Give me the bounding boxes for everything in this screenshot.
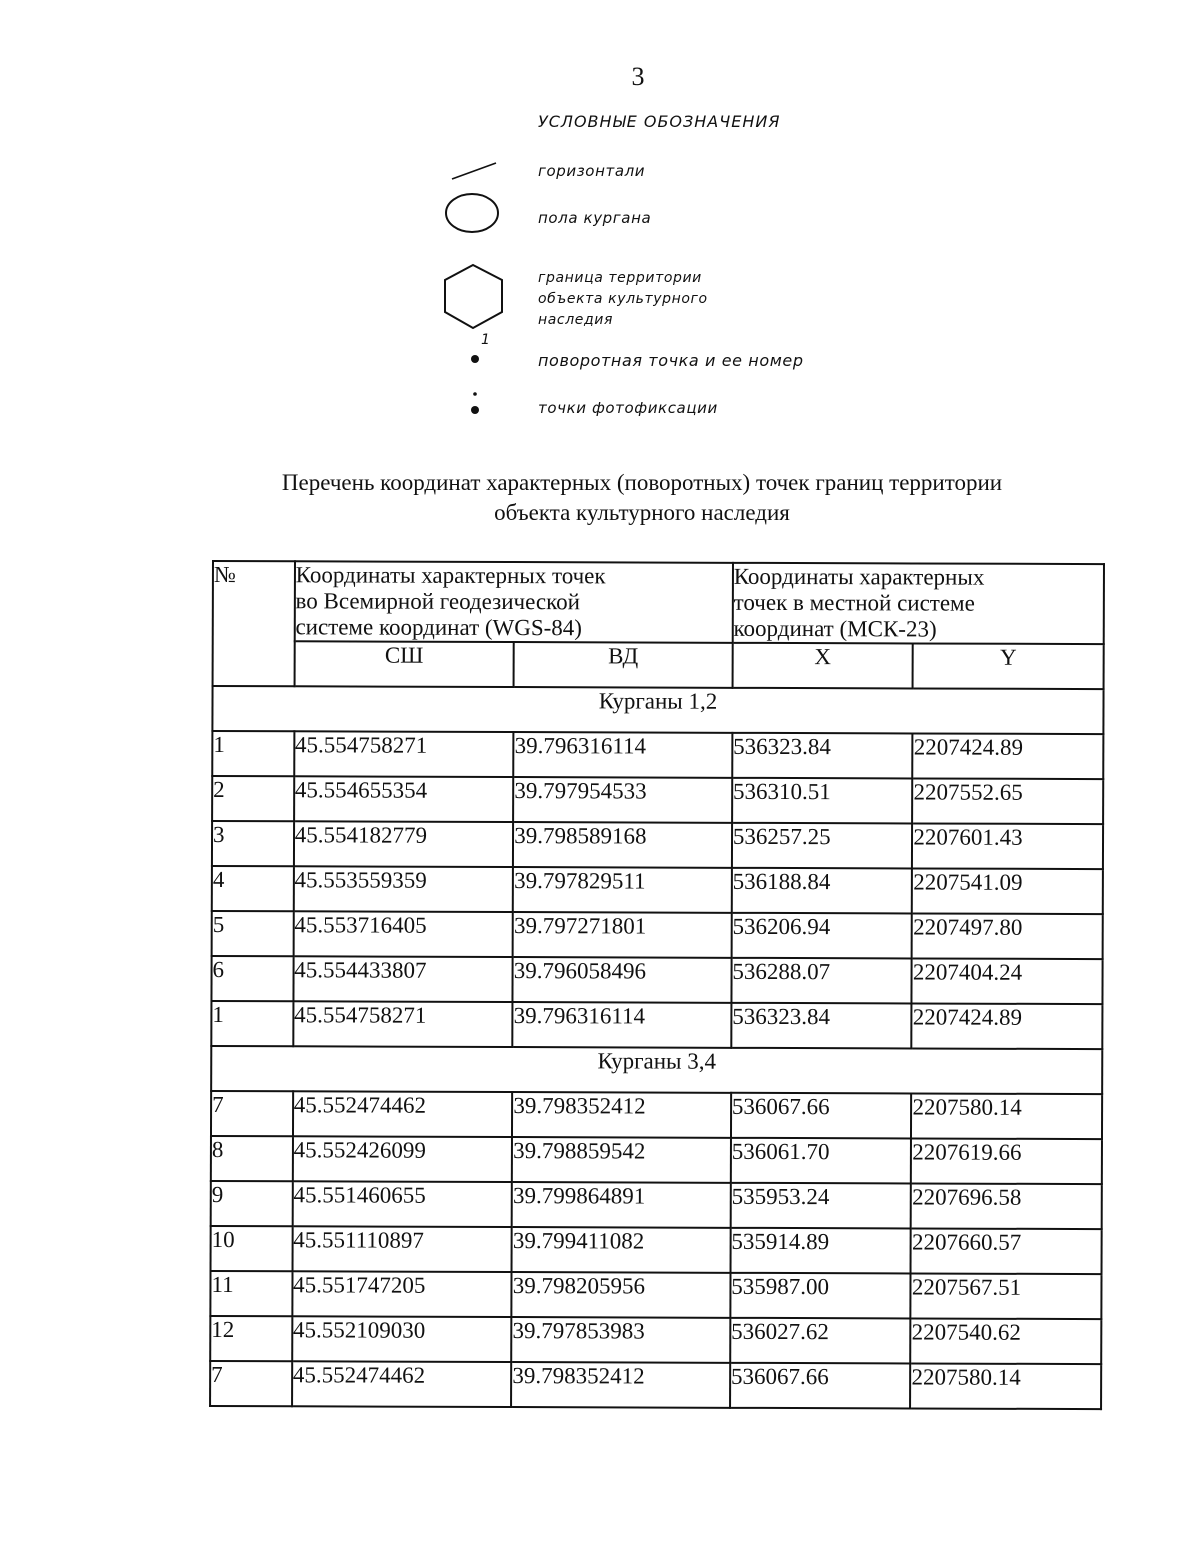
x-coordinate-cell: 536206.94 bbox=[731, 913, 912, 959]
x-coordinate-cell: 536323.84 bbox=[732, 733, 913, 779]
point-number-cell: 1 bbox=[211, 1001, 293, 1046]
caption-line-1: Перечень координат характерных (поворотных) точек границ территории bbox=[281, 470, 1003, 495]
header-wgs-line-1: Координаты характерных точек bbox=[295, 562, 606, 589]
table-row bbox=[212, 911, 1103, 959]
latitude-cell: 45.554758271 bbox=[293, 1001, 513, 1047]
point-number-cell: 2 bbox=[212, 776, 294, 821]
longitude-cell: 39.796316114 bbox=[513, 1002, 732, 1048]
x-coordinate-cell: 536067.66 bbox=[731, 1093, 912, 1139]
section-title: Курганы 1,2 bbox=[212, 686, 1103, 734]
longitude-cell: 39.797829511 bbox=[513, 867, 732, 913]
longitude-cell: 39.797853983 bbox=[511, 1317, 730, 1363]
point-number-cell: 11 bbox=[210, 1271, 292, 1316]
subheader-lon: ВД bbox=[514, 642, 733, 688]
longitude-cell: 39.798589168 bbox=[513, 822, 732, 868]
latitude-cell: 45.552474462 bbox=[293, 1091, 513, 1137]
x-coordinate-cell: 536188.84 bbox=[732, 868, 913, 914]
longitude-cell: 39.797954533 bbox=[513, 777, 732, 823]
subheader-x: X bbox=[732, 643, 913, 689]
legend-label-contours: горизонтали bbox=[538, 162, 646, 180]
section-row bbox=[211, 1046, 1102, 1094]
x-coordinate-cell: 536257.25 bbox=[732, 823, 913, 869]
header-number: № bbox=[213, 561, 295, 686]
y-coordinate-cell: 2207497.80 bbox=[912, 913, 1103, 959]
table-caption bbox=[0, 468, 1200, 528]
longitude-cell: 39.796316114 bbox=[513, 732, 732, 778]
ellipse-icon bbox=[442, 190, 502, 236]
header-wgs-line-2: во Всемирной геодезической bbox=[295, 588, 580, 615]
coordinates-table bbox=[209, 560, 1105, 1410]
table-row bbox=[211, 1181, 1102, 1229]
point-number-cell: 3 bbox=[212, 821, 294, 866]
header-msk-line-2: точек в местной системе bbox=[733, 589, 975, 616]
longitude-cell: 39.799411082 bbox=[512, 1227, 731, 1273]
header-msk bbox=[733, 563, 1104, 644]
y-coordinate-cell: 2207552.65 bbox=[912, 778, 1103, 824]
longitude-cell: 39.797271801 bbox=[513, 912, 732, 958]
table-row bbox=[211, 1001, 1102, 1049]
table-row bbox=[212, 866, 1103, 914]
table-subheader-row bbox=[213, 641, 1104, 689]
x-coordinate-cell: 535953.24 bbox=[730, 1183, 911, 1229]
latitude-cell: 45.551460655 bbox=[292, 1181, 512, 1227]
subheader-y: Y bbox=[913, 643, 1104, 689]
y-coordinate-cell: 2207580.14 bbox=[910, 1363, 1101, 1409]
longitude-cell: 39.798352412 bbox=[512, 1092, 731, 1138]
longitude-cell: 39.796058496 bbox=[513, 957, 732, 1003]
x-coordinate-cell: 536310.51 bbox=[732, 778, 913, 824]
table-row bbox=[210, 1271, 1101, 1319]
y-coordinate-cell: 2207540.62 bbox=[911, 1318, 1102, 1364]
legend-point-number: 1 bbox=[481, 332, 490, 348]
y-coordinate-cell: 2207404.24 bbox=[912, 958, 1103, 1004]
table-row bbox=[211, 956, 1102, 1004]
subheader-lat: СШ bbox=[294, 641, 514, 687]
longitude-cell: 39.798352412 bbox=[511, 1362, 730, 1408]
y-coordinate-cell: 2207601.43 bbox=[912, 823, 1103, 869]
table-row bbox=[212, 821, 1103, 869]
header-wgs bbox=[294, 561, 732, 643]
legend-label-photo-point: точки фотофиксации bbox=[538, 399, 718, 417]
y-coordinate-cell: 2207541.09 bbox=[912, 868, 1103, 914]
legend-boundary-line-3: наследия bbox=[538, 312, 613, 328]
hexagon-icon bbox=[440, 262, 506, 332]
legend-title: УСЛОВНЫЕ ОБОЗНАЧЕНИЯ bbox=[538, 112, 781, 131]
header-msk-line-3: координат (МСК-23) bbox=[733, 615, 937, 642]
section-row bbox=[212, 686, 1103, 734]
y-coordinate-cell: 2207424.89 bbox=[913, 733, 1104, 779]
table-header-row bbox=[213, 561, 1104, 644]
legend-label-mound: пола кургана bbox=[538, 209, 652, 227]
longitude-cell: 39.799864891 bbox=[512, 1182, 731, 1228]
longitude-cell: 39.798205956 bbox=[512, 1272, 731, 1318]
point-number-cell: 8 bbox=[211, 1136, 293, 1181]
table-row bbox=[211, 1226, 1102, 1274]
latitude-cell: 45.554655354 bbox=[294, 776, 514, 822]
point-number-cell: 12 bbox=[210, 1316, 292, 1361]
legend-label-turning-point: поворотная точка и ее номер bbox=[538, 351, 804, 370]
latitude-cell: 45.553559359 bbox=[293, 866, 513, 912]
table-row bbox=[211, 1136, 1102, 1184]
y-coordinate-cell: 2207567.51 bbox=[911, 1273, 1102, 1319]
x-coordinate-cell: 536067.66 bbox=[730, 1363, 911, 1409]
header-msk-line-1: Координаты характерных bbox=[733, 563, 985, 590]
y-coordinate-cell: 2207660.57 bbox=[911, 1228, 1102, 1274]
latitude-cell: 45.554433807 bbox=[293, 956, 513, 1002]
caption-line-2: объекта культурного наследия bbox=[494, 500, 790, 525]
point-number-cell: 7 bbox=[211, 1091, 293, 1136]
photo-point-icon bbox=[468, 388, 482, 418]
x-coordinate-cell: 536288.07 bbox=[731, 958, 912, 1004]
latitude-cell: 45.552426099 bbox=[293, 1136, 513, 1182]
x-coordinate-cell: 536061.70 bbox=[731, 1138, 912, 1184]
table-row bbox=[212, 776, 1103, 824]
latitude-cell: 45.554182779 bbox=[294, 821, 514, 867]
table-row bbox=[211, 1091, 1102, 1139]
turning-point-icon bbox=[468, 352, 482, 366]
latitude-cell: 45.553716405 bbox=[293, 911, 513, 957]
latitude-cell: 45.554758271 bbox=[294, 731, 514, 777]
latitude-cell: 45.552109030 bbox=[292, 1316, 512, 1362]
point-number-cell: 4 bbox=[212, 866, 294, 911]
legend-boundary-line-1: граница территории bbox=[538, 270, 702, 286]
x-coordinate-cell: 536323.84 bbox=[731, 1003, 912, 1049]
y-coordinate-cell: 2207580.14 bbox=[911, 1093, 1102, 1139]
table-row bbox=[210, 1316, 1101, 1364]
point-number-cell: 5 bbox=[212, 911, 294, 956]
legend-label-boundary bbox=[538, 268, 708, 331]
legend-boundary-line-2: объекта культурного bbox=[538, 291, 708, 307]
point-number-cell: 9 bbox=[211, 1181, 293, 1226]
latitude-cell: 45.552474462 bbox=[292, 1361, 512, 1407]
point-number-cell: 6 bbox=[211, 956, 293, 1001]
longitude-cell: 39.798859542 bbox=[512, 1137, 731, 1183]
x-coordinate-cell: 536027.62 bbox=[730, 1318, 911, 1364]
page-number: 3 bbox=[631, 62, 645, 91]
contour-line-icon bbox=[450, 160, 500, 182]
header-wgs-line-3: системе координат (WGS-84) bbox=[295, 614, 583, 641]
point-number-cell: 7 bbox=[210, 1361, 292, 1406]
point-number-cell: 1 bbox=[212, 731, 294, 776]
section-title: Курганы 3,4 bbox=[211, 1046, 1102, 1094]
y-coordinate-cell: 2207424.89 bbox=[912, 1003, 1103, 1049]
table-row bbox=[210, 1361, 1101, 1409]
point-number-cell: 10 bbox=[211, 1226, 293, 1271]
latitude-cell: 45.551747205 bbox=[292, 1271, 512, 1317]
y-coordinate-cell: 2207619.66 bbox=[911, 1138, 1102, 1184]
table-row bbox=[212, 731, 1103, 779]
x-coordinate-cell: 535987.00 bbox=[730, 1273, 911, 1319]
y-coordinate-cell: 2207696.58 bbox=[911, 1183, 1102, 1229]
latitude-cell: 45.551110897 bbox=[292, 1226, 512, 1272]
x-coordinate-cell: 535914.89 bbox=[730, 1228, 911, 1274]
